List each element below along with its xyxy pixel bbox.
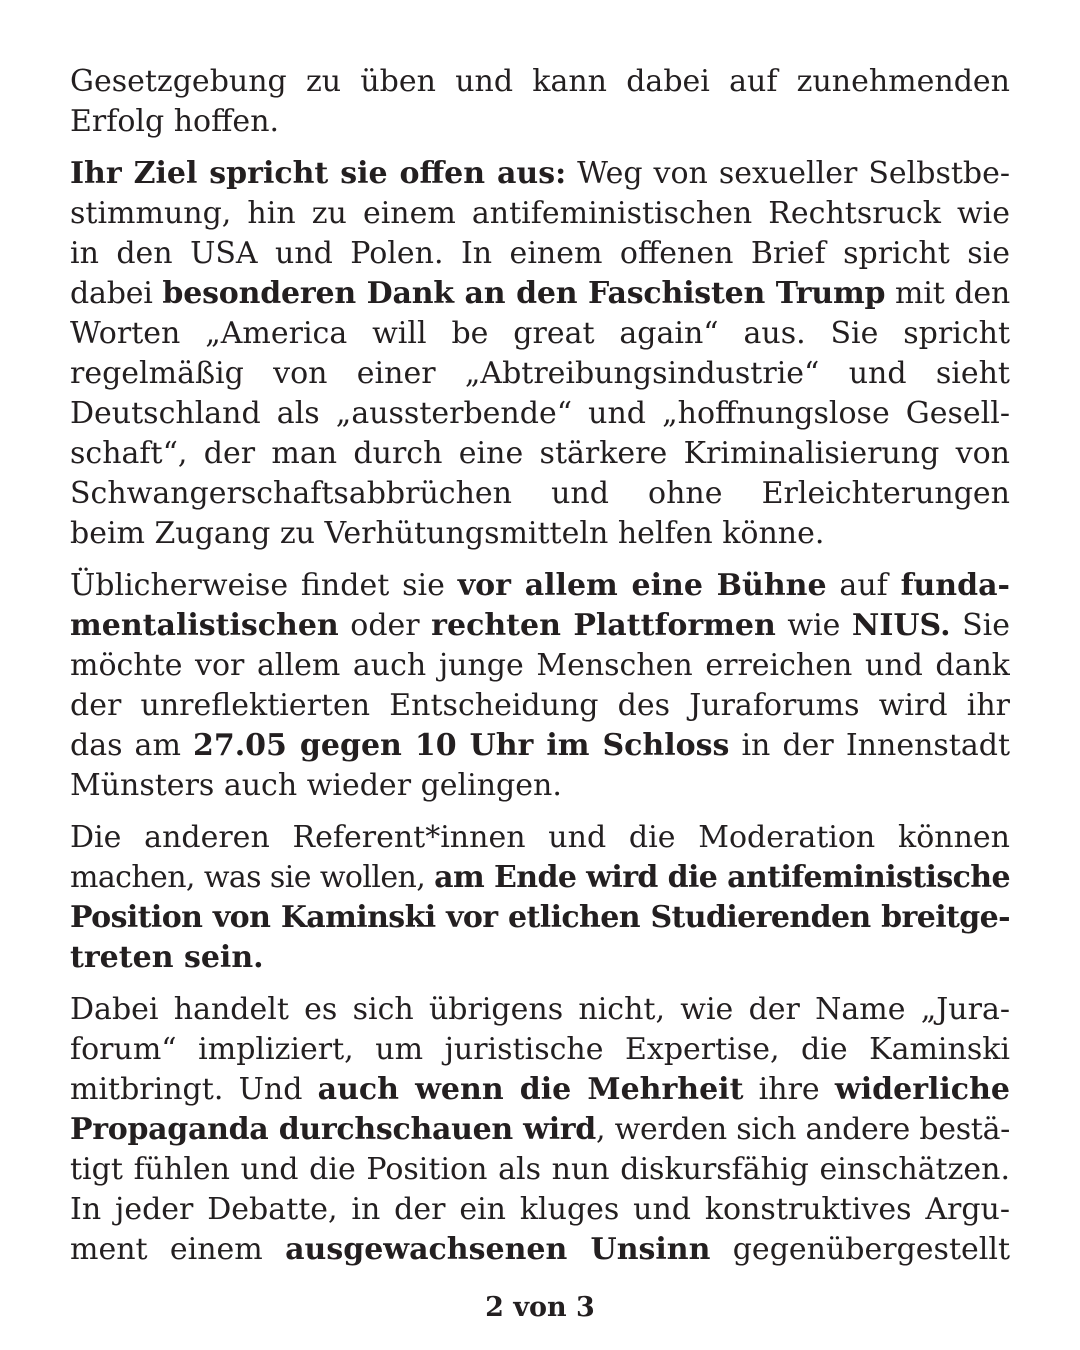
text-run: stimmung, hin zu einem antifeministischen Rechtsruck wie	[70, 196, 1010, 231]
text-line	[70, 646, 1010, 686]
text-run: der unreflektierten Entscheidung des Juraforums wird ihr	[70, 688, 1010, 723]
text-run: ihre	[743, 1072, 835, 1107]
paragraph	[70, 154, 1010, 554]
text-run: Weg von sexueller Selbstbe-	[566, 156, 1010, 191]
text-line	[70, 686, 1010, 726]
bold-text: 27.05 gegen 10 Uhr im Schloss	[192, 728, 730, 763]
paragraph	[70, 566, 1010, 806]
text-run: tigt fühlen und die Position als nun diskursfähig einschätzen.	[70, 1152, 1010, 1187]
text-line	[70, 274, 1010, 314]
bold-text: widerliche	[834, 1072, 1010, 1107]
text-line	[70, 102, 1010, 142]
text-run: das am	[70, 728, 193, 763]
text-line	[70, 1110, 1010, 1150]
bold-text: mentalistischen	[70, 608, 339, 643]
text-run: Üblicherweise findet sie	[70, 568, 458, 603]
text-run: Sie	[950, 608, 1010, 643]
text-line	[70, 938, 1010, 978]
bold-text: Ihr Ziel spricht sie offen aus:	[70, 156, 567, 191]
text-run: , werden sich andere bestä-	[596, 1112, 1010, 1147]
text-run: in den USA und Polen. In einem offenen Brief spricht sie	[70, 236, 1010, 271]
text-run: mitbringt. Und	[70, 1072, 318, 1107]
text-run: regelmäßig von einer „Abtreibungsindustrie“ und sieht	[70, 356, 1010, 391]
document-body	[70, 62, 1010, 1282]
bold-text: rechten Plattformen	[431, 608, 776, 643]
bold-text: Propaganda durchschauen wird	[70, 1112, 596, 1147]
text-line	[70, 354, 1010, 394]
paragraph	[70, 990, 1010, 1270]
bold-text: funda-	[900, 568, 1010, 603]
bold-text: vor allem eine Bühne	[457, 568, 827, 603]
text-line	[70, 62, 1010, 102]
paragraph	[70, 818, 1010, 978]
bold-text: auch wenn die Mehrheit	[317, 1072, 744, 1107]
text-line	[70, 154, 1010, 194]
bold-text: NIUS.	[851, 608, 951, 643]
text-run: In jeder Debatte, in der ein kluges und konstruktives Argu-	[70, 1192, 1010, 1227]
text-run: möchte vor allem auch junge Menschen erreichen und dank	[70, 648, 1010, 683]
text-line	[70, 818, 1010, 858]
page-number: 2 von 3	[485, 1292, 595, 1323]
text-line	[70, 606, 1010, 646]
text-run: machen, was sie wollen,	[70, 860, 435, 895]
text-run: forum“ impliziert, um juristische Expertise, die Kaminski	[70, 1032, 1010, 1067]
text-line	[70, 474, 1010, 514]
text-run: Dabei handelt es sich übrigens nicht, wie der Name „Jura-	[70, 992, 1010, 1027]
text-run: Erfolg hoffen.	[70, 104, 280, 139]
text-line	[70, 314, 1010, 354]
text-line	[70, 1070, 1010, 1110]
text-run: dabei	[70, 276, 163, 311]
text-line	[70, 434, 1010, 474]
text-run: in der Innenstadt	[729, 728, 1010, 763]
bold-text: ausgewachsenen Unsinn	[285, 1232, 711, 1267]
text-line	[70, 766, 1010, 806]
text-line	[70, 898, 1010, 938]
text-run: wie	[775, 608, 852, 643]
text-run: auf	[826, 568, 901, 603]
text-line	[70, 1190, 1010, 1230]
text-line	[70, 566, 1010, 606]
text-run: oder	[338, 608, 432, 643]
text-line	[70, 1230, 1010, 1270]
text-line	[70, 990, 1010, 1030]
bold-text: am Ende wird die antifeministische	[434, 860, 1010, 895]
text-line	[70, 858, 1010, 898]
text-line	[70, 394, 1010, 434]
text-line	[70, 1030, 1010, 1070]
text-run: schaft“, der man durch eine stärkere Kriminalisierung von	[70, 436, 1010, 471]
text-line	[70, 726, 1010, 766]
paragraph	[70, 62, 1010, 142]
text-run: ment einem	[70, 1232, 286, 1267]
text-run: Münsters auch wieder gelingen.	[70, 768, 562, 803]
text-run: Deutschland als „aussterbende“ und „hoffnungslose Gesell-	[70, 396, 1010, 431]
text-line	[70, 234, 1010, 274]
bold-text: treten sein.	[70, 940, 264, 975]
text-run: Worten „America will be great again“ aus. Sie spricht	[70, 316, 1010, 351]
text-run: Gesetzgebung zu üben und kann dabei auf zunehmenden	[70, 64, 1010, 99]
text-run: Schwangerschaftsabbrüchen und ohne Erleichterungen	[70, 476, 1010, 511]
bold-text: Position von Kaminski vor etlichen Studierenden breitge-	[70, 900, 1010, 935]
text-run: gegenübergestellt	[710, 1232, 1010, 1267]
text-run: Die anderen Referent*innen und die Moderation können	[70, 820, 1010, 855]
text-line	[70, 1150, 1010, 1190]
bold-text: besonderen Dank an den Faschisten Trump	[162, 276, 886, 311]
text-run: beim Zugang zu Verhütungsmitteln helfen könne.	[70, 516, 825, 551]
text-run: mit den	[885, 276, 1010, 311]
text-line	[70, 514, 1010, 554]
text-line	[70, 194, 1010, 234]
